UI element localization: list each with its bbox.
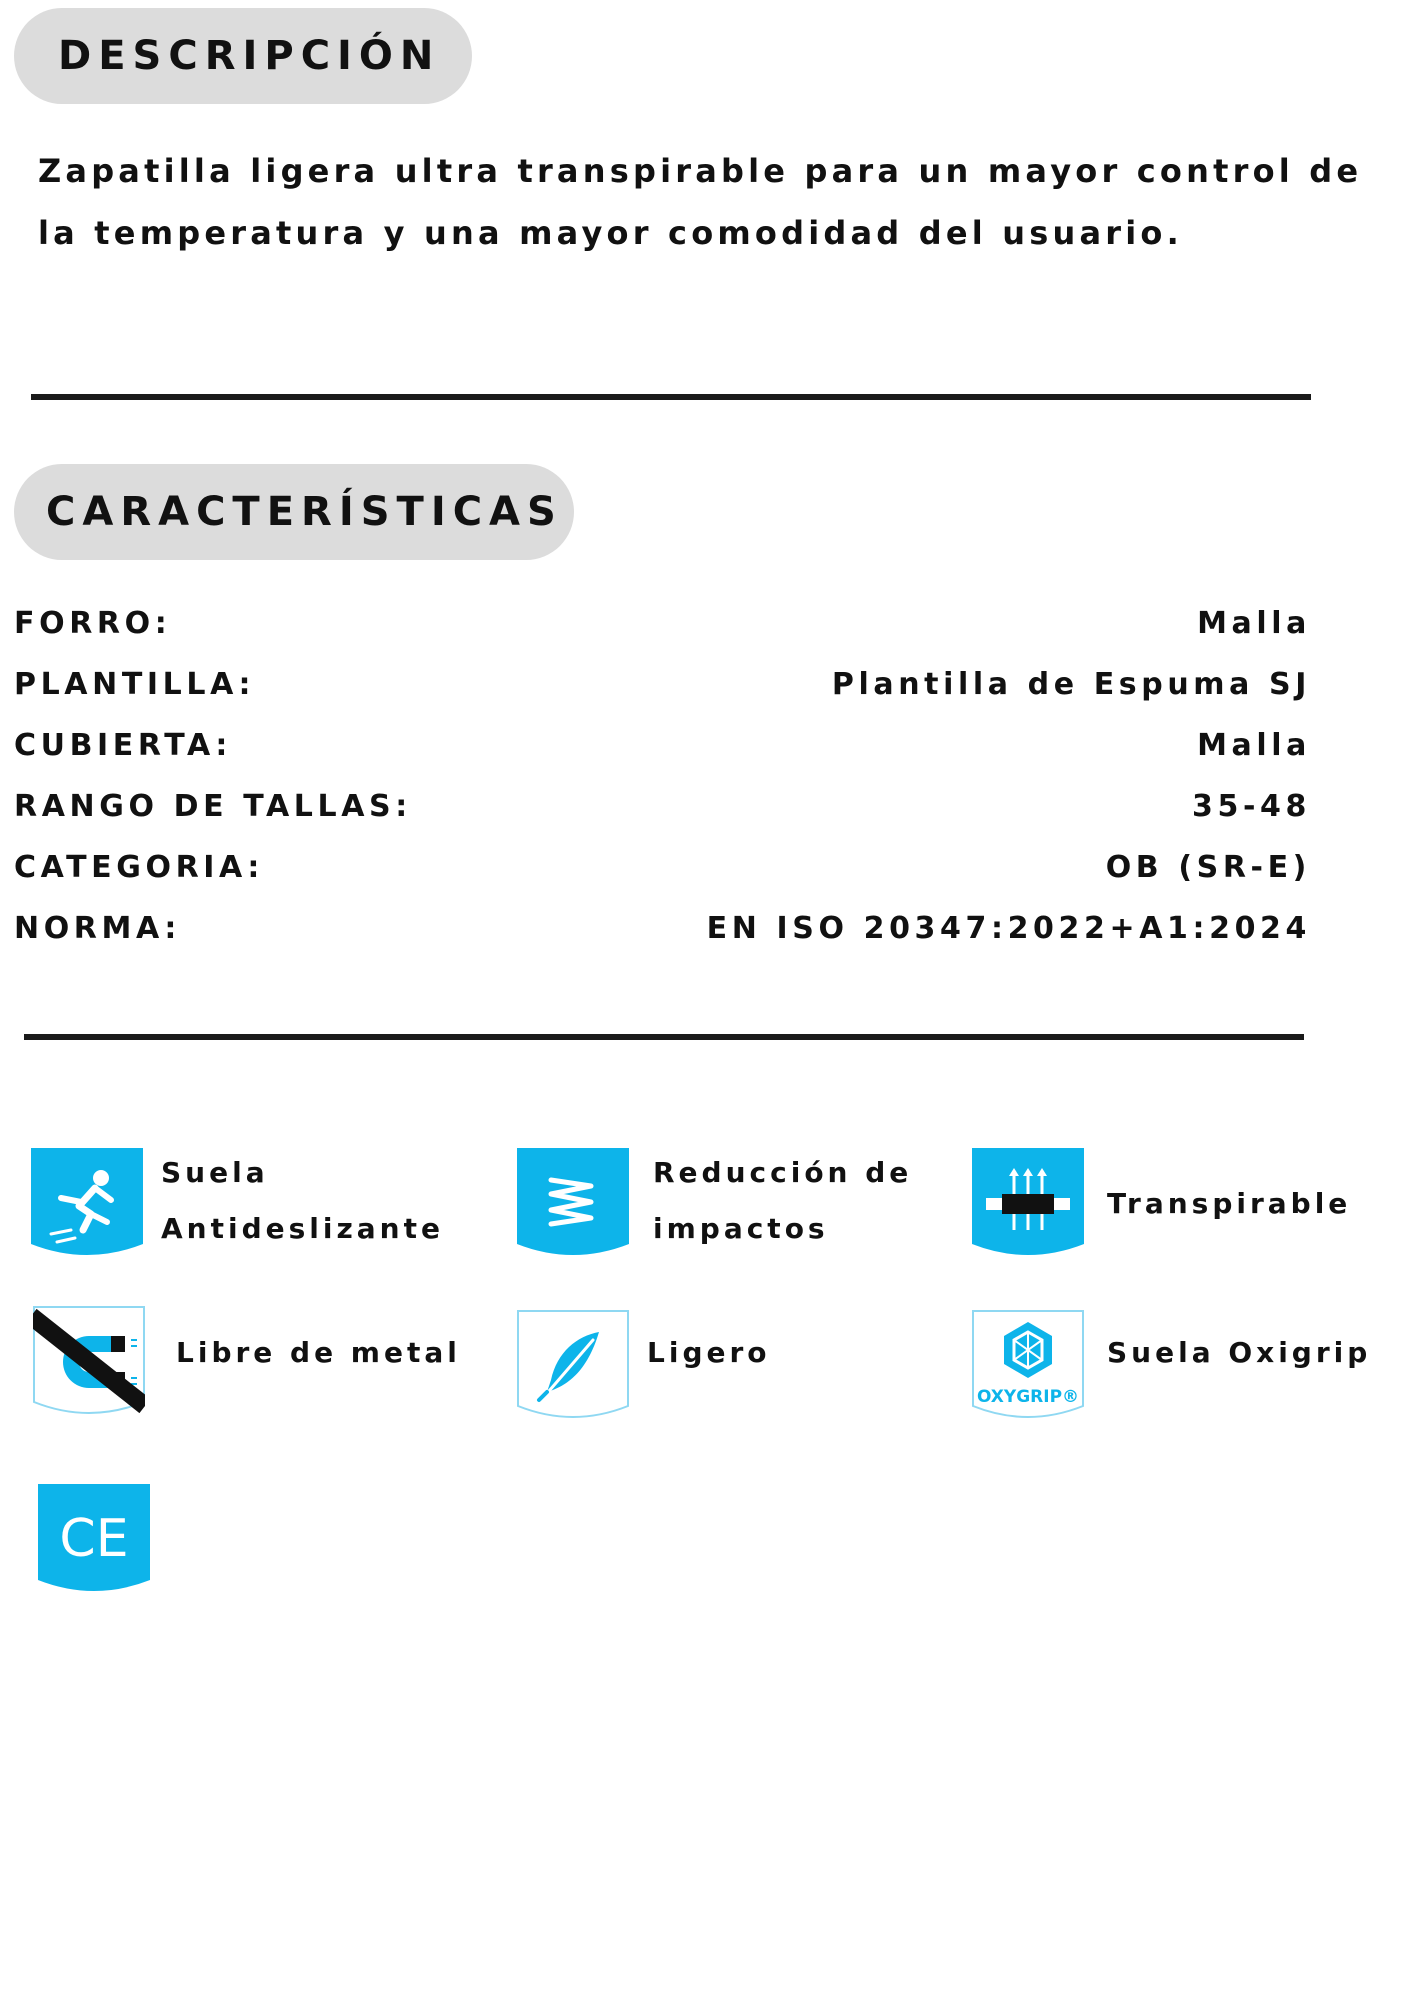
feature-label-antideslizante-1: Suela xyxy=(161,1156,269,1189)
divider xyxy=(24,1034,1304,1040)
spec-value: Malla xyxy=(1197,727,1311,763)
ce-mark-icon xyxy=(38,1484,150,1596)
divider xyxy=(31,394,1311,400)
caracteristicas-header xyxy=(14,464,574,560)
oxygrip-icon xyxy=(972,1310,1084,1422)
slip-person-icon xyxy=(31,1148,143,1260)
spec-value: Plantilla de Espuma SJ xyxy=(831,666,1311,702)
caracteristicas-title: CARACTERÍSTICAS xyxy=(46,489,563,535)
feature-label-transpirable: Transpirable xyxy=(1107,1187,1352,1220)
spring-icon xyxy=(517,1148,629,1260)
spec-row-cubierta xyxy=(14,723,1311,767)
feature-label-antideslizante-2: Antideslizante xyxy=(161,1212,444,1245)
spec-label: PLANTILLA: xyxy=(14,666,256,702)
feature-label-metal: Libre de metal xyxy=(176,1336,461,1369)
descripcion-text: Zapatilla ligera ultra transpirable para un mayor control de la temperatura y una mayor comodidad del usuario. xyxy=(38,152,1363,252)
ce-mark-text: CE xyxy=(59,1509,129,1569)
spec-value: 35-48 xyxy=(1192,788,1311,824)
spec-value: OB (SR-E) xyxy=(1105,849,1311,885)
oxygrip-logo-text: OXYGRIP® xyxy=(976,1387,1080,1407)
descripcion-title: DESCRIPCIÓN xyxy=(58,33,441,79)
spec-label: CATEGORIA: xyxy=(14,849,265,885)
spec-value: Malla xyxy=(1197,605,1311,641)
spec-row-plantilla xyxy=(14,662,1311,706)
feature-label-oxigrip: Suela Oxigrip xyxy=(1107,1336,1372,1369)
no-metal-magnet-icon xyxy=(33,1306,145,1418)
spec-row-forro xyxy=(14,601,1311,645)
spec-label: CUBIERTA: xyxy=(14,727,232,763)
feature-label-impactos-1: Reducción de xyxy=(653,1156,913,1189)
breathable-icon xyxy=(972,1148,1084,1260)
spec-row-tallas xyxy=(14,784,1311,828)
spec-value: EN ISO 20347:2022+A1:2024 xyxy=(706,910,1311,946)
spec-row-categoria xyxy=(14,845,1311,889)
feature-label-ligero: Ligero xyxy=(647,1336,771,1369)
spec-row-norma xyxy=(14,906,1311,950)
spec-label: FORRO: xyxy=(14,605,172,641)
feather-icon xyxy=(517,1310,629,1422)
spec-label: NORMA: xyxy=(14,910,181,946)
descripcion-header xyxy=(14,8,472,104)
feature-label-impactos-2: impactos xyxy=(653,1212,829,1245)
spec-label: RANGO DE TALLAS: xyxy=(14,788,412,824)
